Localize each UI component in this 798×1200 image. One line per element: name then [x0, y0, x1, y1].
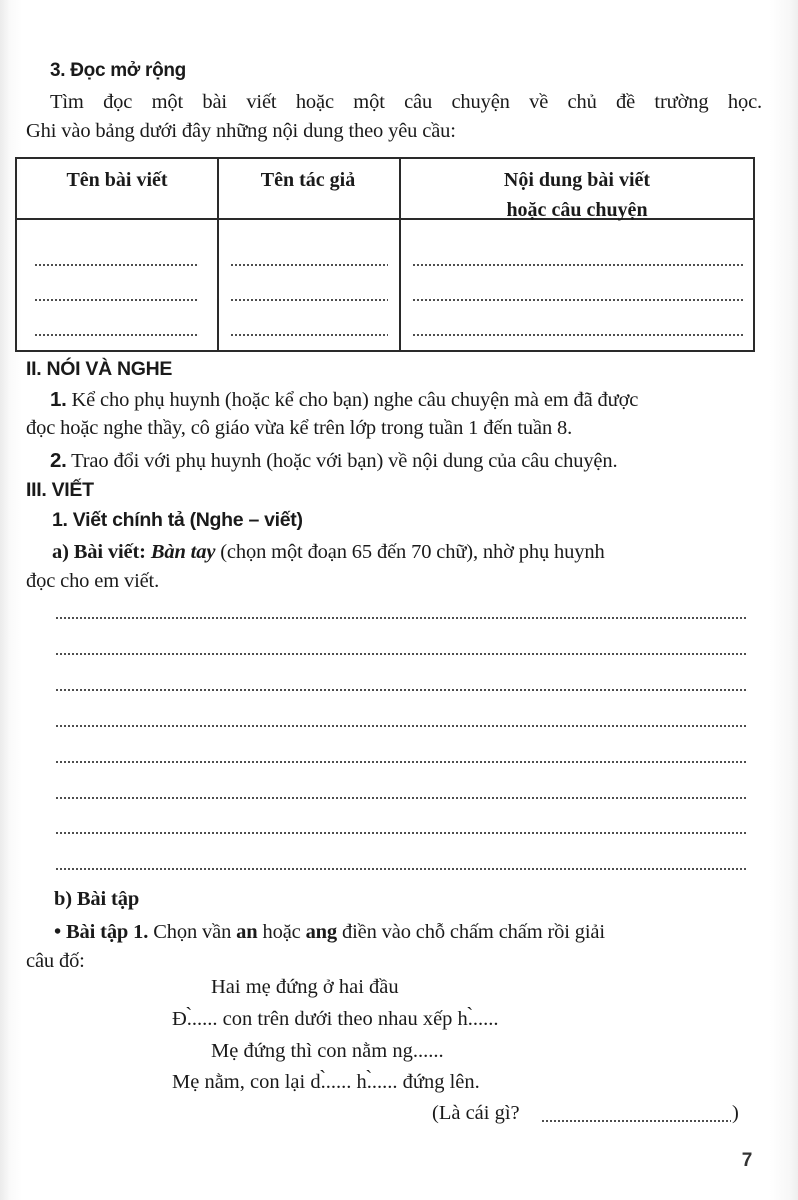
- writing-line-4[interactable]: [55, 725, 747, 727]
- writing-line-2[interactable]: [55, 653, 747, 655]
- section-heading-writing: III. VIẾT: [26, 479, 94, 501]
- riddle-line-1: Hai mẹ đứng ở hai đầu: [211, 976, 399, 998]
- writing-line-5[interactable]: [55, 761, 747, 763]
- writing-line-3[interactable]: [55, 689, 747, 691]
- exercise-1-label: Bài tập 1.: [66, 921, 149, 943]
- table-header-content-line1: Nội dung bài viết: [503, 169, 651, 191]
- riddle-line-4: Mẹ nằm, con lại d.̀..... h.̀..... đứng lên.: [172, 1071, 480, 1093]
- section-heading-extended-reading: 3. Đọc mở rộng: [50, 60, 186, 81]
- writing-line-6[interactable]: [55, 797, 747, 799]
- table-header-content: [399, 165, 755, 225]
- subheading-dictation: 1. Viết chính tả (Nghe – viết): [52, 509, 303, 531]
- item-text: Trao đổi với phụ huynh (hoặc với bạn) về nội dung của câu chuyện.: [66, 450, 618, 472]
- section-heading-speaking-listening: II. NÓI VÀ NGHE: [26, 358, 173, 380]
- writing-line-7[interactable]: [55, 832, 747, 834]
- exercise-text: Chọn vần: [148, 921, 237, 943]
- item-number: 1.: [50, 388, 67, 411]
- item-number: 2.: [50, 449, 67, 472]
- table-cell-content-blank[interactable]: [412, 299, 744, 301]
- exercise-text: điền vào chỗ chấm chấm rồi giải: [337, 921, 605, 943]
- table-header-content-line2: hoặc câu chuyện: [506, 199, 648, 221]
- writing-line-1[interactable]: [55, 617, 747, 619]
- reading-instruction-line2: Ghi vào bảng dưới đây những nội dung theo yêu cầu:: [26, 120, 456, 142]
- reading-table: [15, 157, 755, 352]
- speaking-item-2: [50, 446, 617, 476]
- table-cell-author-blank[interactable]: [230, 299, 388, 301]
- part-a-instruction-line2: đọc cho em viết.: [26, 570, 160, 592]
- part-a-rest: (chọn một đoạn 65 đến 70 chữ), nhờ phụ huynh: [215, 541, 605, 563]
- bullet: •: [54, 921, 62, 943]
- table-cell-content-blank[interactable]: [412, 334, 744, 336]
- answer-close-paren: ): [732, 1102, 739, 1124]
- page-number: 7: [741, 1150, 752, 1171]
- exercise-text: hoặc: [257, 921, 306, 943]
- table-cell-content-blank[interactable]: [412, 264, 744, 266]
- riddle-line-3: Mẹ đứng thì con nằm ng......: [211, 1040, 444, 1062]
- speaking-item-1-line1: [50, 385, 762, 415]
- table-cell-article-title-blank[interactable]: [34, 264, 199, 266]
- reading-instruction-line1: Tìm đọc một bài viết hoặc một câu chuyện về chủ đề trường học.: [50, 91, 762, 113]
- exercise-1-line1: [54, 918, 762, 947]
- riddle-answer-blank[interactable]: [541, 1120, 731, 1122]
- rhyme-ang: ang: [305, 921, 338, 943]
- riddle-line-2: Đ.̀..... con trên dưới theo nhau xếp h.̀.....: [172, 1008, 499, 1030]
- table-header-article-title: Tên bài viết: [66, 169, 168, 191]
- answer-prompt-text: (Là cái gì?: [432, 1102, 525, 1124]
- table-header-author: Tên tác giả: [260, 169, 356, 191]
- part-a-instruction-line1: [52, 538, 762, 567]
- riddle-answer-prompt: [432, 1102, 525, 1125]
- part-a-label: a) Bài viết:: [52, 541, 146, 563]
- exercise-1-line2: câu đố:: [26, 950, 85, 972]
- part-a-title: Bàn tay: [150, 541, 216, 563]
- part-b-label: b) Bài tập: [54, 888, 140, 910]
- rhyme-an: an: [236, 921, 258, 943]
- table-cell-author-blank[interactable]: [230, 264, 388, 266]
- table-cell-author-blank[interactable]: [230, 334, 388, 336]
- table-cell-article-title-blank[interactable]: [34, 334, 199, 336]
- speaking-item-1-line2: đọc hoặc nghe thầy, cô giáo vừa kể trên lớp trong tuần 1 đến tuần 8.: [26, 417, 573, 439]
- writing-line-8[interactable]: [55, 868, 747, 870]
- table-cell-article-title-blank[interactable]: [34, 299, 199, 301]
- item-text: Kể cho phụ huynh (hoặc kể cho bạn) nghe câu chuyện mà em đã được: [66, 389, 639, 411]
